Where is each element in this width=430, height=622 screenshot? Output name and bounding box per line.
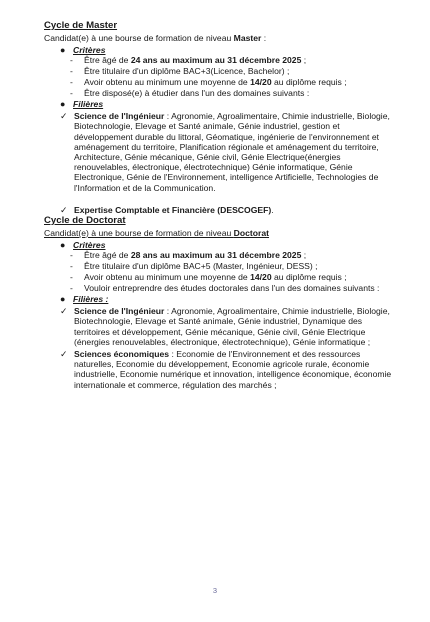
page-number: 3 (212, 586, 218, 595)
bullet-icon: ● (60, 294, 66, 305)
doctorat-section (44, 215, 396, 390)
list-item: - Avoir obtenu au minimum une moyenne de 14/20 au diplôme requis ; (70, 272, 347, 283)
list-item: - Vouloir entreprendre des études doctorales dans l'un des domaines suivants : (70, 282, 380, 293)
checkmark-icon: ✓ (60, 111, 68, 122)
list-item: - Avoir obtenu au minimum une moyenne de 14/20 au diplôme requis ; (70, 77, 347, 87)
master-fields-heading: ● Filières (60, 99, 104, 109)
list-item: - Être disposé(e) à étudier dans l'un des domaines suivants : (70, 87, 310, 98)
document-content (44, 20, 396, 390)
doctorat-title: Cycle de Doctorat (44, 215, 126, 227)
master-title: Cycle de Master (44, 20, 118, 31)
list-item: - Être titulaire d'un diplôme BAC+5 (Master, Ingénieur, DESS) ; (70, 261, 318, 272)
bullet-icon: ● (60, 99, 66, 109)
checkmark-icon: ✓ (60, 349, 68, 360)
bullet-icon: ● (60, 45, 66, 56)
master-field-engineering: ✓ Science de l'Ingénieur : Agronomie, Agroalimentaire, Chimie industrielle, Biologie, Biotechnologie, Elevage et Santé animale, Génie industriel, gestion et développement durable du littoral, Géomatique, ingénierie de l'environnement et aménagement du territoire, Planification régionale et aménagement du territoire, Architecture, Génie mécanique, Génie civil, Génie Electrique(énergies renouvelables, électronique, électrotechnique) Génie informatique, Génie Electronique, Génie de l'Environnement, intelligence Artificielle, Technologies de l'Information et de la Communication. (60, 111, 390, 193)
doctorat-fields-heading: ● Filières : (60, 294, 109, 305)
list-item: - Être titulaire d'un diplôme BAC+3(Licence, Bachelor) ; (70, 66, 290, 77)
doctorat-intro: Candidat(e) à une bourse de formation de niveau Doctorat (44, 228, 270, 239)
master-criteria-list (70, 55, 396, 98)
doctorat-field-engineering: ✓ Science de l'Ingénieur : Agronomie, Agroalimentaire, Chimie industrielle, Biologie, Biotechnologie, Elevage et Santé animale, Génie industriel, Dynamique des territoires et développement, Génie mécanique, Génie civil, Génie Electrique (énergies renouvelables, électronique, électrotechnique), Génie informatique ; (60, 306, 390, 347)
doctorat-criteria-list (70, 250, 396, 293)
bullet-icon: ● (60, 240, 66, 251)
master-intro: Candidat(e) à une bourse de formation de niveau Master : (44, 33, 267, 43)
list-item: - Être âgé de 24 ans au maximum au 31 décembre 2025 ; (70, 55, 307, 66)
doctorat-criteria-heading: ● Critères (60, 240, 106, 251)
master-criteria-heading: ● Critères (60, 45, 106, 56)
doctorat-field-economics: ✓ Sciences économiques : Economie de l'Environnement et des ressources naturelles, Economie du développement, Economie agricole rurale, économie industrielle, Economie numérique et innovation, intelligence économique, économie internationale et commerce, régulation des marchés ; (60, 349, 392, 390)
master-section (44, 20, 396, 215)
checkmark-icon: ✓ (60, 204, 68, 215)
checkmark-icon: ✓ (60, 306, 68, 317)
master-field-accounting: ✓ Expertise Comptable et Financière (DESCOGEF). (60, 204, 274, 215)
list-item: - Être âgé de 28 ans au maximum au 31 décembre 2025 ; (70, 250, 307, 261)
